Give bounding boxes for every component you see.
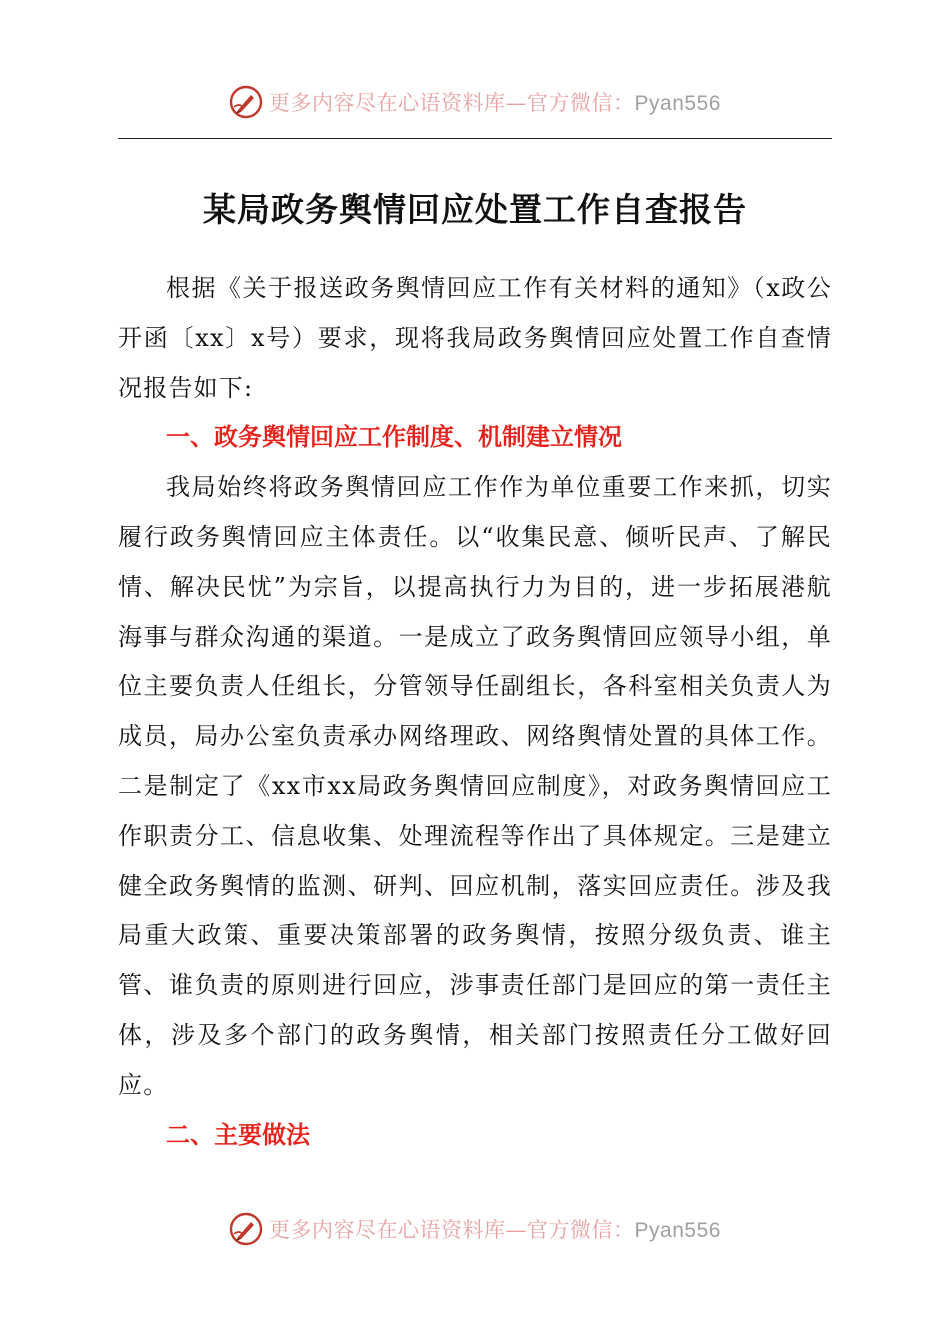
watermark-text: 更多内容尽在心语资料库—官方微信：Pyan556 bbox=[269, 91, 721, 115]
document-title: 某局政务舆情回应处置工作自查报告 bbox=[203, 190, 747, 229]
pen-logo-icon bbox=[229, 85, 263, 119]
header-watermark bbox=[0, 82, 950, 122]
document-body bbox=[118, 264, 832, 1160]
intro-paragraph: 根据《关于报送政务舆情回应工作有关材料的通知》（x政公开函〔xx〕x号）要求，现将我局政务舆情回应处置工作自查情况报告如下: bbox=[118, 274, 832, 402]
section-heading-2: 二、主要做法 bbox=[166, 1120, 310, 1149]
footer-watermark bbox=[0, 1209, 950, 1249]
header-divider bbox=[118, 138, 832, 139]
section-heading-1: 一、政务舆情回应工作制度、机制建立情况 bbox=[166, 423, 622, 452]
watermark-text: 更多内容尽在心语资料库—官方微信：Pyan556 bbox=[269, 1218, 721, 1242]
pen-logo-icon bbox=[229, 1212, 263, 1246]
section-1-paragraph: 我局始终将政务舆情回应工作作为单位重要工作来抓，切实履行政务舆情回应主体责任。以“收集民意、倾听民声、了解民情、解决民忧”为宗旨，以提高执行力为目的，进一步拓展港航海事与群众沟通的渠道。一是成立了政务舆情回应领导小组，单位主要负责人任组长，分管领导任副组长，各科室相关负责人为成员，局办公室负责承办网络理政、网络舆情处置的具体工作。二是制定了《xx市xx局政务舆情回应制度》，对政务舆情回应工作职责分工、信息收集、处理流程等作出了具体规定。三是建立健全政务舆情的监测、研判、回应机制，落实回应责任。涉及我局重大政策、重要决策部署的政务舆情，按照分级负责、谁主管、谁负责的原则进行回应，涉事责任部门是回应的第一责任主体，涉及多个部门的政务舆情，相关部门按照责任分工做好回应。 bbox=[118, 473, 832, 1099]
